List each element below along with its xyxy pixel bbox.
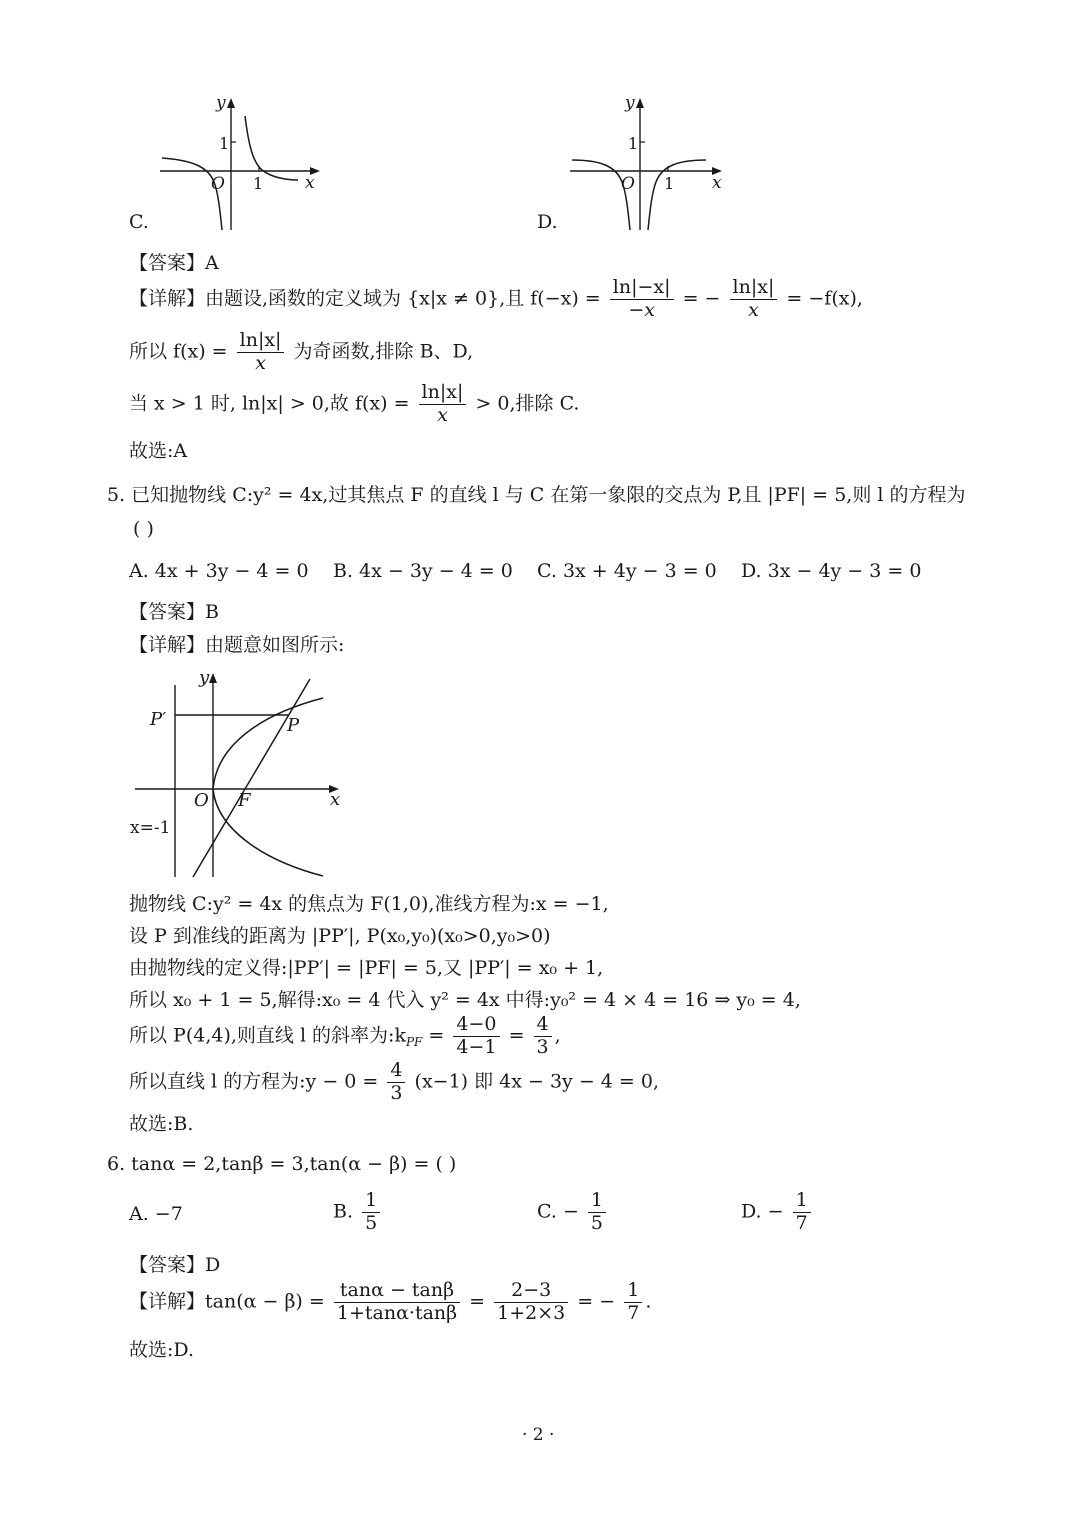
graph-c-y-label: y: [216, 93, 226, 113]
q6-answer: 【答案】D: [129, 1254, 221, 1276]
q4-frac4: $\frac{\ln|x|}{x}$: [419, 382, 467, 427]
q6-option-a: A. −7: [129, 1203, 183, 1225]
q5-line-2: 设 P 到准线的距离为 |PP′|, P(x₀,y₀)(x₀>0,y₀>0): [129, 925, 551, 947]
q5-conclusion: 故选:B.: [129, 1113, 194, 1135]
q4-detail-text: 由题设,函数的定义域为 {x|x ≠ 0},且 f(−x) =: [205, 287, 601, 310]
fig-pprime-label: P′: [150, 709, 167, 730]
q5-line-3: 由抛物线的定义得:|PP′| = |PF| = 5,又 |PP′| = x₀ + 1,: [129, 957, 604, 979]
q4-frac1: $\frac{\ln|-x|}{-x}$: [610, 277, 674, 322]
graph-d: [560, 92, 750, 237]
q5-option-c: C. 3x + 4y − 3 = 0: [537, 560, 717, 582]
graph-c-origin: O: [211, 174, 225, 194]
q5-stem: 5. 已知抛物线 C:y² = 4x,过其焦点 F 的直线 l 与 C 在第一象限的交点为 P,且 |PF| = 5,则 l 的方程为: [107, 484, 966, 506]
q5-slope-frac2: $\frac{4}{3}$: [534, 1014, 552, 1059]
q5-line-4: 所以 x₀ + 1 = 5,解得:x₀ = 4 代入 y² = 4x 中得:y₀² = 4 × 4 = 16 ⇒ y₀ = 4,: [129, 989, 801, 1011]
q4-eq-mid: = −: [682, 287, 721, 310]
q4-frac2: $\frac{\ln|x|}{x}$: [730, 277, 778, 322]
q5-slope-frac: $\frac{4-0}{4-1}$: [453, 1014, 499, 1059]
fig-p-label: P: [287, 715, 300, 736]
q5-option-d: D. 3x − 4y − 3 = 0: [741, 560, 922, 582]
q4-conclusion: 故选:A: [129, 440, 188, 462]
q6-detail-line: 【详解】tan(α − β) = $\frac{\tan\alpha - \tan\beta}{1+\tan\alpha\cdot\tan\beta}$ = $\frac{2-3}{1+2\times 3}$ = − $\frac{1}{7}$ .: [129, 1279, 652, 1324]
graph-d-y-label: y: [625, 93, 635, 113]
q5-option-a: A. 4x + 3y − 4 = 0: [129, 560, 309, 582]
q5-option-b: B. 4x − 3y − 4 = 0: [333, 560, 513, 582]
q4-eq-end: = −f(x),: [786, 287, 863, 310]
graph-c-one-x: 1: [253, 174, 264, 193]
q6-frac3: $\frac{1}{7}$: [624, 1280, 642, 1325]
graph-c-option-label: C.: [129, 211, 149, 233]
graph-c: [150, 92, 340, 237]
fig-o-label: O: [194, 790, 209, 811]
graph-d-origin: O: [621, 174, 635, 194]
graph-d-one-x: 1: [664, 174, 675, 193]
q5-eqn-frac: $\frac{4}{3}$: [387, 1060, 405, 1105]
graph-d-option-label: D.: [537, 211, 558, 233]
graph-c-one-y: 1: [219, 134, 230, 153]
fig-x-label: x: [330, 789, 341, 810]
q4-frac3: $\frac{\ln|x|}{x}$: [237, 330, 285, 375]
q6-stem: 6. tanα = 2,tanβ = 3,tan(α − β) = ( ): [107, 1153, 457, 1175]
q6-frac1: $\frac{\tan\alpha - \tan\beta}{1+\tan\alpha\cdot\tan\beta}$: [334, 1280, 460, 1325]
fig-y-label: y: [199, 667, 210, 688]
parabola-figure: [125, 665, 355, 883]
graph-d-x-label: x: [712, 173, 722, 193]
q5-equation-line: 所以直线 l 的方程为:y − 0 = $\frac{4}{3}$ (x−1) 即 4x − 3y − 4 = 0,: [129, 1059, 659, 1104]
q6-option-c: C. − $\frac{1}{5}$: [537, 1190, 609, 1235]
q6-option-b: B. $\frac{1}{5}$: [333, 1190, 383, 1235]
graph-d-one-y: 1: [628, 134, 639, 153]
q6-conclusion: 故选:D.: [129, 1339, 194, 1361]
q4-detail-line3: 当 x > 1 时, ln|x| > 0,故 f(x) = $\frac{\ln|x|}{x}$ > 0,排除 C.: [129, 381, 580, 426]
q4-detail-label: 【详解】: [129, 287, 206, 310]
q6-option-d: D. − $\frac{1}{7}$: [741, 1190, 814, 1235]
fig-f-label: F: [238, 790, 251, 811]
q5-paren: ( ): [133, 518, 154, 540]
page-number: · 2 ·: [522, 1425, 555, 1445]
q5-detail: 【详解】由题意如图所示:: [129, 634, 345, 656]
q6-frac2: $\frac{2-3}{1+2\times 3}$: [494, 1280, 568, 1325]
q5-answer: 【答案】B: [129, 601, 219, 623]
q5-line-1: 抛物线 C:y² = 4x 的焦点为 F(1,0),准线方程为:x = −1,: [129, 893, 609, 915]
q4-detail-line1: [129, 277, 863, 322]
graph-c-x-label: x: [305, 173, 315, 193]
fig-directrix-label: x=-1: [130, 818, 171, 838]
q4-detail-line2: 所以 f(x) = $\frac{\ln|x|}{x}$ 为奇函数,排除 B、D,: [129, 329, 474, 374]
q5-slope-line: 所以 P(4,4),则直线 l 的斜率为$:k_{PF}$ = $\frac{4-0}{4-1}$ = $\frac{4}{3}$ ,: [129, 1013, 561, 1058]
q4-answer: 【答案】A: [129, 252, 219, 274]
